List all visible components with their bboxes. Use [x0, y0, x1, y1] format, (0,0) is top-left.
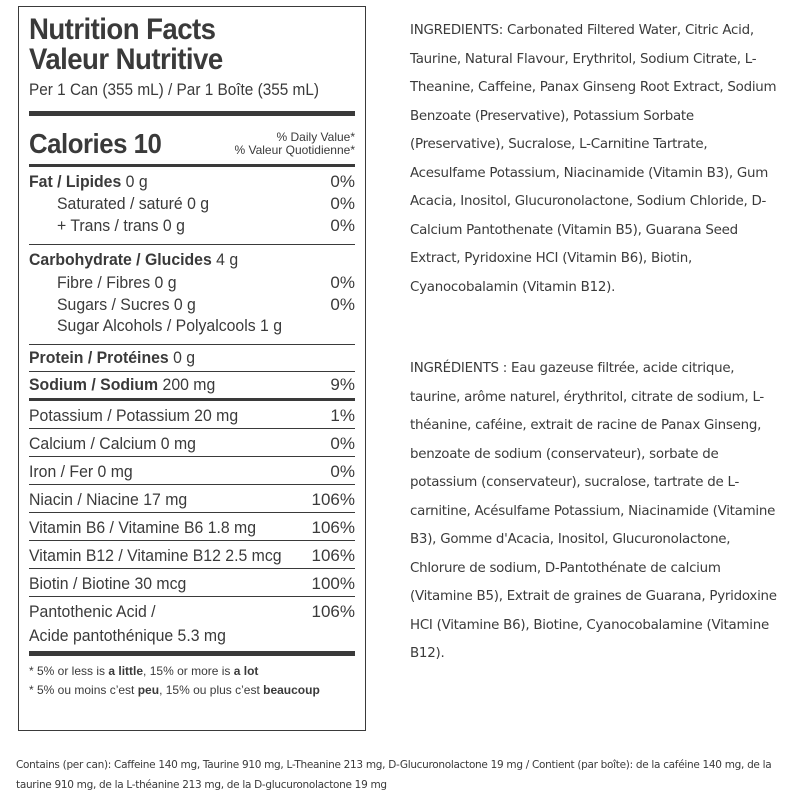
pantothenic-label-fr: Acide pantothénique 5.3 mg	[29, 626, 226, 645]
nutrient-row-potassium	[29, 401, 355, 428]
nutrient-row-carbohydrate	[29, 250, 355, 273]
biotin-label: Biotin / Biotine 30 mcg	[29, 574, 187, 593]
nutrient-row-trans	[29, 216, 355, 240]
carb-amount: 4 g	[216, 250, 239, 269]
fibre-pct: 0%	[330, 273, 355, 292]
title-fr: Valeur Nutritive	[29, 43, 223, 76]
calories-label: Calories 10	[29, 128, 162, 159]
title-en: Nutrition Facts	[29, 13, 216, 46]
nutrient-row-saturated	[29, 194, 355, 216]
ingredients-en: INGREDIENTS: Carbonated Filtered Water, Citric Acid, Taurine, Natural Flavour, Erythritol, Sodium Citrate, L-Theanine, Caffeine, Panax Ginseng Root Extract, Sodium Benzoate (Preservative), Potassium Sorbate (Preservative), Sucralose, L-Carnitine Tartrate, Acesulfame Potassium, Niacinamide (Vitamin B3), Gum Acacia, Inositol, Glucuronolactone, Sodium Chloride, D-Calcium Pantothenate (Vitamin B5), Guarana Seed Extract, Pyridoxine HCI (Vitamin B6), Biotin, Cyanocobalamin (Vitamin B12).	[410, 23, 777, 295]
iron-label: Iron / Fer 0 mg	[29, 462, 133, 481]
sugars-label: Sugars / Sucres 0 g	[57, 295, 196, 314]
fibre-label: Fibre / Fibres 0 g	[57, 273, 177, 292]
nutrient-row-sugar-alcohols	[29, 316, 355, 340]
nutrient-row-sodium	[29, 372, 355, 398]
serving-size: Per 1 Can (355 mL) / Par 1 Boîte (355 mL)	[29, 81, 319, 99]
nutrient-row-protein	[29, 345, 355, 371]
fat-block	[29, 167, 355, 240]
saturated-pct: 0%	[330, 194, 355, 213]
calories-row	[29, 122, 355, 160]
saturated-label: Saturated / saturé 0 g	[57, 194, 210, 213]
b6-label: Vitamin B6 / Vitamine B6 1.8 mg	[29, 518, 257, 537]
potassium-pct: 1%	[330, 406, 355, 425]
nutrient-row-vitamin-b12	[29, 541, 355, 568]
sodium-amount: 200 mg	[162, 375, 216, 394]
footnote-en: * 5% or less is a little, 15% or more is a lot	[29, 664, 259, 678]
b12-label: Vitamin B12 / Vitamine B12 2.5 mcg	[29, 546, 282, 565]
b6-pct: 106%	[311, 518, 355, 537]
iron-pct: 0%	[330, 462, 355, 481]
fat-pct: 0%	[330, 172, 355, 191]
nutrient-row-biotin	[29, 569, 355, 596]
nutrition-facts-panel	[18, 6, 366, 731]
dv-fr: % Valeur Quotidienne*	[234, 143, 355, 157]
pantothenic-label-en: Pantothenic Acid /	[29, 602, 156, 621]
nutrient-row-pantothenic	[29, 597, 355, 651]
dv-en: % Daily Value*	[276, 130, 355, 144]
sodium-label: Sodium / Sodium	[29, 375, 159, 394]
protein-amount: 0 g	[173, 348, 196, 367]
contains-statement: Contains (per can): Caffeine 140 mg, Taurine 910 mg, L-Theanine 213 mg, D-Glucuronolactone 19 mg / Contient (par boîte): de la caféine 140 mg, de la taurine 910 mg, de la L-théanine 213 mg, de la D-glucuronolactone 19 mg	[16, 759, 772, 791]
footnote-fr: * 5% ou moins c’est peu, 15% ou plus c’est beaucoup	[29, 683, 320, 697]
nutrient-row-fat	[29, 172, 355, 194]
nutrient-row-niacin	[29, 485, 355, 512]
footnote	[29, 656, 355, 700]
sugars-pct: 0%	[330, 295, 355, 314]
nutrient-row-iron	[29, 457, 355, 484]
daily-value-header	[234, 131, 355, 160]
niacin-label: Niacin / Niacine 17 mg	[29, 490, 188, 509]
nutrient-row-vitamin-b6	[29, 513, 355, 540]
sugar-alcohols-label: Sugar Alcohols / Polyalcools 1 g	[57, 316, 282, 335]
ingredients-fr: INGRÉDIENTS : Eau gazeuse filtrée, acide citrique, taurine, arôme naturel, érythritol, citrate de sodium, L-théanine, caféine, extrait de racine de Panax Ginseng, benzoate de sodium (conservateur), sorbate de potassium (conservateur), sucralose, tartrate de L-carnitine, Acésulfame Potassium, Niacinamide (Vitamine B3), Gomme d'Acacia, Inositol, Glucuronolactone, Chlorure de sodium, D-Pantothénate de calcium (Vitamine B5), Extrait de graines de Guarana, Pyridoxine HCI (Vitamine B6), Biotine, Cyanocobalamine (Vitamine B12).	[410, 361, 777, 661]
biotin-pct: 100%	[311, 574, 355, 593]
fat-amount: 0 g	[125, 172, 148, 191]
trans-label: + Trans / trans 0 g	[57, 216, 185, 235]
niacin-pct: 106%	[311, 490, 355, 509]
nutrient-row-calcium	[29, 429, 355, 456]
nutrient-row-sugars	[29, 295, 355, 316]
nutrient-row-fibre	[29, 273, 355, 295]
trans-pct: 0%	[330, 216, 355, 235]
b12-pct: 106%	[311, 546, 355, 565]
divider-thick	[29, 111, 355, 116]
calcium-label: Calcium / Calcium 0 mg	[29, 434, 196, 453]
protein-label: Protein / Protéines	[29, 348, 169, 367]
carb-label: Carbohydrate / Glucides	[29, 250, 212, 269]
calcium-pct: 0%	[330, 434, 355, 453]
sodium-pct: 9%	[330, 375, 355, 394]
carb-block	[29, 245, 355, 340]
pantothenic-pct: 106%	[311, 602, 355, 621]
fat-label: Fat / Lipides	[29, 172, 122, 191]
potassium-label: Potassium / Potassium 20 mg	[29, 406, 239, 425]
